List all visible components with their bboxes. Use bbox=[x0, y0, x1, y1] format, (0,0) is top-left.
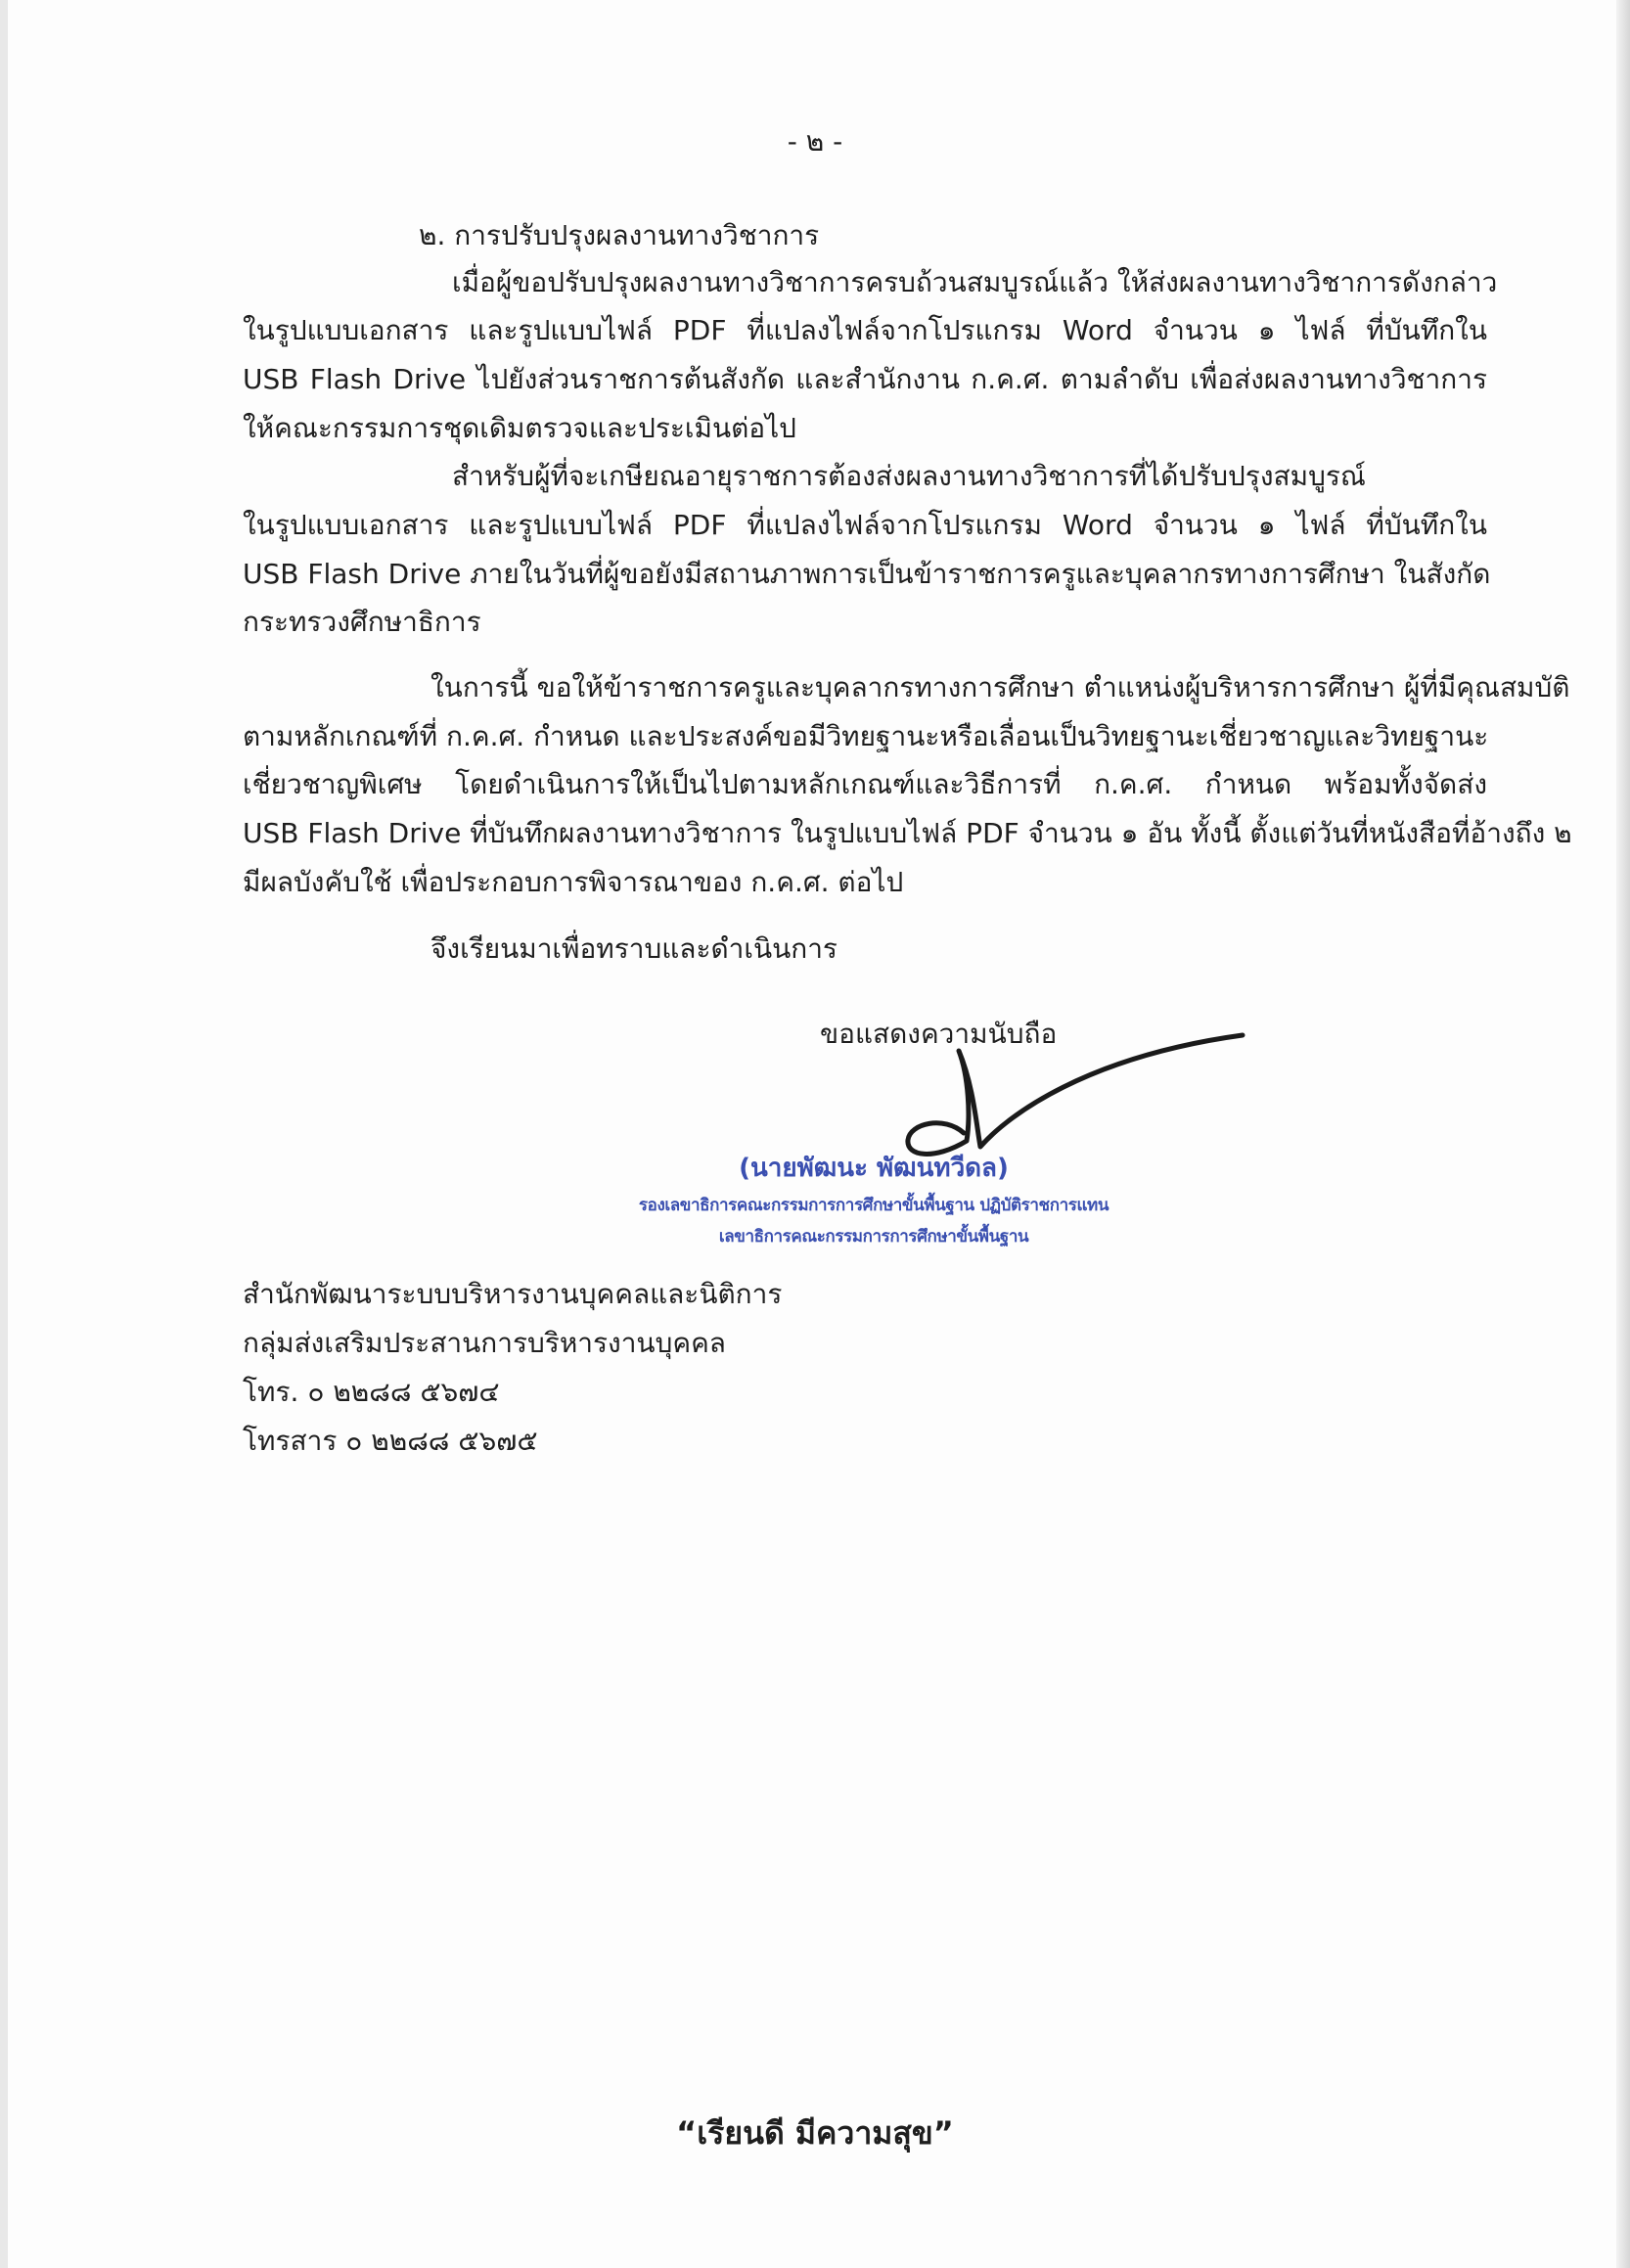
footer-phone: โทร. ๐ ๒๒๘๘ ๕๖๗๔ bbox=[243, 1376, 500, 1408]
para1-line-1: เมื่อผู้ขอปรับปรุงผลงานทางวิชาการครบถ้วนสมบูรณ์แล้ว ให้ส่งผลงานทางวิชาการดังกล่าว bbox=[452, 266, 1498, 298]
para3-line-4: USB Flash Drive ที่บันทึกผลงานทางวิชาการ ในรูปแบบไฟล์ PDF จำนวน ๑ อัน ทั้งนี้ ตั้งแต่วันที่หนังสือที่อ้างถึง ๒ bbox=[243, 817, 1572, 849]
scan-edge-right bbox=[1616, 0, 1630, 2268]
para1-line-3: USB Flash Drive ไปยังส่วนราชการต้นสังกัด และสำนักงาน ก.ค.ศ. ตามลำดับ เพื่อส่งผลงานทางวิชาการ bbox=[243, 363, 1487, 395]
handwritten-signature bbox=[890, 1018, 1262, 1164]
para3-line-5: มีผลบังคับใช้ เพื่อประกอบการพิจารณาของ ก.ค.ศ. ต่อไป bbox=[243, 866, 904, 898]
signer-title-line-2: เลขาธิการคณะกรรมการการศึกษาขั้นพื้นฐาน bbox=[718, 1227, 1029, 1247]
para1-line-4: ให้คณะกรรมการชุดเดิมตรวจและประเมินต่อไป bbox=[243, 412, 796, 444]
signer-name: (นายพัฒนะ พัฒนทวีดล) bbox=[739, 1154, 1009, 1183]
para2-line-1: สำหรับผู้ที่จะเกษียณอายุราชการต้องส่งผลงานทางวิชาการที่ได้ปรับปรุงสมบูรณ์ bbox=[452, 460, 1366, 492]
footer-fax: โทรสาร ๐ ๒๒๘๘ ๕๖๗๕ bbox=[243, 1425, 538, 1457]
para3-line-1: ในการนี้ ขอให้ข้าราชการครูและบุคลากรทางการศึกษา ตำแหน่งผู้บริหารการศึกษา ผู้ที่มีคุณสมบัติ bbox=[430, 671, 1570, 703]
section-heading: ๒. การปรับปรุงผลงานทางวิชาการ bbox=[419, 219, 820, 251]
para2-line-4: กระทรวงศึกษาธิการ bbox=[243, 606, 481, 638]
request-line: จึงเรียนมาเพื่อทราบและดำเนินการ bbox=[430, 932, 838, 965]
signer-title-line-1: รองเลขาธิการคณะกรรมการการศึกษาขั้นพื้นฐาน ปฏิบัติราชการแทน bbox=[638, 1196, 1109, 1215]
footer-office: สำนักพัฒนาระบบบริหารงานบุคคลและนิติการ bbox=[243, 1278, 783, 1310]
page-number: - ๒ - bbox=[787, 125, 843, 158]
para2-line-2: ในรูปแบบเอกสาร และรูปแบบไฟล์ PDF ที่แปลงไฟล์จากโปรแกรม Word จำนวน ๑ ไฟล์ ที่บันทึกใน bbox=[243, 509, 1487, 541]
scan-edge-left bbox=[0, 0, 8, 2268]
closing-phrase: ขอแสดงความนับถือ bbox=[820, 1018, 1058, 1050]
para3-line-3: เชี่ยวชาญพิเศษ โดยดำเนินการให้เป็นไปตามหลักเกณฑ์และวิธีการที่ ก.ค.ศ. กำหนด พร้อมทั้งจัดส่ง bbox=[243, 768, 1487, 800]
footer-group: กลุ่มส่งเสริมประสานการบริหารงานบุคคล bbox=[243, 1327, 726, 1359]
motto: “เรียนดี มีความสุข” bbox=[676, 2114, 954, 2152]
para2-line-3: USB Flash Drive ภายในวันที่ผู้ขอยังมีสถานภาพการเป็นข้าราชการครูและบุคลากรทางการศึกษา ในสังกัด bbox=[243, 558, 1491, 590]
para1-line-2: ในรูปแบบเอกสาร และรูปแบบไฟล์ PDF ที่แปลงไฟล์จากโปรแกรม Word จำนวน ๑ ไฟล์ ที่บันทึกใน bbox=[243, 314, 1487, 346]
para3-line-2: ตามหลักเกณฑ์ที่ ก.ค.ศ. กำหนด และประสงค์ขอมีวิทยฐานะหรือเลื่อนเป็นวิทยฐานะเชี่ยวชาญและวิทยฐานะ bbox=[243, 720, 1489, 752]
